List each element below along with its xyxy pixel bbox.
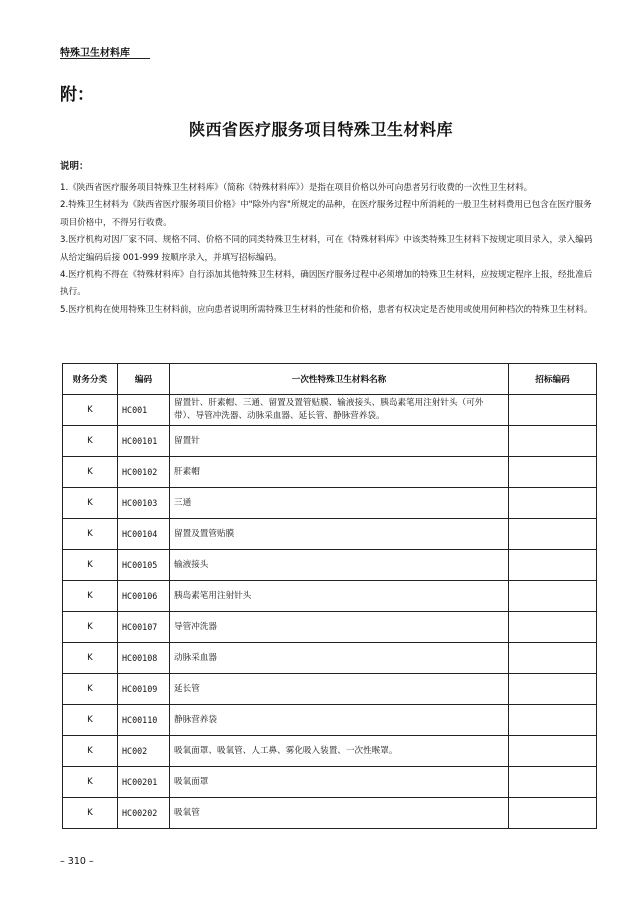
category-cell: K (63, 426, 118, 457)
bid-code-cell (509, 550, 597, 581)
note-3: 3.医疗机构对因厂家不同、规格不同、价格不同的同类特殊卫生材料，可在《特殊材料库》中该类特殊卫生材料下按规定项目录入，录入编码从给定编码后接 001-999 按顺序录入，并填写招标编码。 (60, 235, 593, 263)
name-cell: 胰岛素笔用注射针头 (170, 581, 509, 612)
code-cell: HC00104 (118, 519, 170, 550)
code-cell: HC00101 (118, 426, 170, 457)
table-row (63, 488, 597, 519)
name-cell: 吸氧面罩、吸氧管、人工鼻、雾化吸入装置、一次性喉罩。 (170, 736, 509, 767)
code-cell: HC00202 (118, 798, 170, 829)
name-cell: 留置针、肝素帽、三通、留置及置管贴膜、输液接头、胰岛素笔用注射针头（可外带）、导管冲洗器、动脉采血器、延长管、静脉营养袋。 (170, 395, 509, 426)
category-cell: K (63, 612, 118, 643)
bid-code-cell (509, 705, 597, 736)
category-cell: K (63, 736, 118, 767)
name-cell: 肝素帽 (170, 457, 509, 488)
name-cell: 动脉采血器 (170, 643, 509, 674)
name-cell: 留置及置管贴膜 (170, 519, 509, 550)
bid-code-cell (509, 457, 597, 488)
code-cell: HC00108 (118, 643, 170, 674)
note-2: 2.特殊卫生材料为《陕西省医疗服务项目价格》中"除外内容"所规定的品种，在医疗服务过程中所消耗的一般卫生材料费用已包含在医疗服务项目价格中，不得另行收费。 (60, 200, 592, 228)
code-cell: HC00109 (118, 674, 170, 705)
bid-code-cell (509, 581, 597, 612)
name-cell: 吸氧面罩 (170, 767, 509, 798)
category-cell: K (63, 488, 118, 519)
category-cell: K (63, 395, 118, 426)
bid-code-cell (509, 426, 597, 457)
table-row (63, 736, 597, 767)
code-cell: HC00107 (118, 612, 170, 643)
page-number: – 310 – (60, 856, 94, 867)
page-title: 陕西省医疗服务项目特殊卫生材料库 (188, 120, 453, 139)
table-row (63, 395, 597, 426)
bid-code-cell (509, 767, 597, 798)
running-header: 特殊卫生材料库 (60, 48, 130, 59)
category-cell: K (63, 767, 118, 798)
table-row (63, 705, 597, 736)
bid-code-cell (509, 736, 597, 767)
header-code: 编码 (118, 364, 170, 395)
note-5: 5.医疗机构在使用特殊卫生材料前，应向患者说明所需特殊卫生材料的性能和价格，患者有权决定是否使用或使用何种档次的特殊卫生材料。 (60, 304, 593, 315)
code-cell: HC001 (118, 395, 170, 426)
bid-code-cell (509, 798, 597, 829)
code-cell: HC00106 (118, 581, 170, 612)
note-4: 4.医疗机构不得在《特殊材料库》自行添加其他特殊卫生材料，确因医疗服务过程中必须增加的特殊卫生材料，应按规定程序上报，经批准后执行。 (60, 270, 593, 298)
table-row (63, 519, 597, 550)
category-cell: K (63, 581, 118, 612)
header-name: 一次性特殊卫生材料名称 (170, 364, 509, 395)
table-row (63, 581, 597, 612)
code-cell: HC002 (118, 736, 170, 767)
code-cell: HC00105 (118, 550, 170, 581)
name-cell: 静脉营养袋 (170, 705, 509, 736)
name-cell: 留置针 (170, 426, 509, 457)
code-cell: HC00201 (118, 767, 170, 798)
code-cell: HC00110 (118, 705, 170, 736)
category-cell: K (63, 674, 118, 705)
notes-label: 说明： (60, 161, 89, 172)
note-1: 1.《陕西省医疗服务项目特殊卫生材料库》（简称《特殊材料库》）是指在项目价格以外可向患者另行收费的一次性卫生材料。 (60, 183, 533, 193)
category-cell: K (63, 457, 118, 488)
table-row (63, 426, 597, 457)
table-row (63, 643, 597, 674)
category-cell: K (63, 705, 118, 736)
bid-code-cell (509, 488, 597, 519)
header-rule (60, 58, 150, 59)
table-header-row (63, 364, 597, 395)
materials-table (62, 363, 597, 829)
name-cell: 导管冲洗器 (170, 612, 509, 643)
bid-code-cell (509, 643, 597, 674)
code-cell: HC00102 (118, 457, 170, 488)
category-cell: K (63, 643, 118, 674)
name-cell: 延长管 (170, 674, 509, 705)
bid-code-cell (509, 612, 597, 643)
category-cell: K (63, 550, 118, 581)
bid-code-cell (509, 519, 597, 550)
table-row (63, 798, 597, 829)
bid-code-cell (509, 395, 597, 426)
table-body (63, 395, 597, 829)
table-row (63, 767, 597, 798)
table-row (63, 457, 597, 488)
notes (60, 180, 596, 319)
name-cell: 三通 (170, 488, 509, 519)
header-bid-code: 招标编码 (509, 364, 597, 395)
table-row (63, 674, 597, 705)
category-cell: K (63, 798, 118, 829)
code-cell: HC00103 (118, 488, 170, 519)
category-cell: K (63, 519, 118, 550)
table-row (63, 550, 597, 581)
bid-code-cell (509, 674, 597, 705)
table-row (63, 612, 597, 643)
appendix-label: 附： (60, 85, 94, 105)
name-cell: 输液接头 (170, 550, 509, 581)
header-category: 财务分类 (63, 364, 118, 395)
name-cell: 吸氧管 (170, 798, 509, 829)
